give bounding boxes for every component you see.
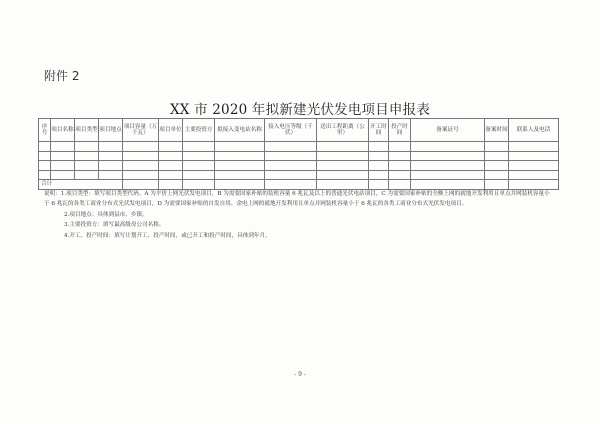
table-cell: [317, 151, 369, 161]
table-cell: [485, 161, 509, 171]
table-cell: [509, 170, 559, 180]
col-header-substation: 拟接入变电站名称: [215, 119, 265, 142]
col-header-index: 序号: [39, 119, 51, 142]
table-cell: [411, 151, 485, 161]
table-cell: [75, 161, 99, 171]
col-header-filing-time: 备案时间: [485, 119, 509, 142]
table-cell: [75, 151, 99, 161]
table-cell: [183, 142, 215, 152]
table-cell: [389, 180, 411, 190]
table-cell: [51, 142, 75, 152]
table-cell: [51, 170, 75, 180]
notes-section: [44, 189, 554, 241]
col-header-operation-time: 投产时间: [389, 119, 411, 142]
table-cell: [411, 161, 485, 171]
table-cell: [51, 161, 75, 171]
table-cell: [123, 161, 159, 171]
col-header-capacity: 项目容量（万千瓦）: [123, 119, 159, 142]
table-cell: [215, 161, 265, 171]
table-cell: [369, 170, 389, 180]
table-cell: [51, 151, 75, 161]
table-cell: [183, 170, 215, 180]
table-cell: [509, 161, 559, 171]
table-cell: [123, 170, 159, 180]
note-item-4: 4.开工、投产时间：填写计划开工、投产时间，或已开工和投产时间，具体到年月。: [64, 232, 271, 239]
table-cell: [369, 180, 389, 190]
note-item-1: [44, 189, 554, 210]
table-cell: [317, 180, 369, 190]
table-cell: [99, 142, 123, 152]
col-header-project-name: 项目名称: [51, 119, 75, 142]
col-header-contact: 联系人及电话: [509, 119, 559, 142]
table-cell: [99, 170, 123, 180]
note-text-1: 1.项目类型：填写项目类型代码。A 为平价上网光伏发电项目，B 为需要国家补贴的装机容量 6 兆瓦及以上的普通光伏电站项目，C 为需要国家补贴的全额上网的就地开发利用且单点并网装机容量小于 6 兆瓦的各类工商业分布式光伏发电项目，D 为需要国家补贴的自发自用、余电上网的就地开发利用且单点并网装机容量小于 6 兆瓦的各类工商业分布式光伏发电项目。: [44, 191, 550, 208]
table-cell: [317, 161, 369, 171]
application-table: [38, 118, 559, 190]
table-row: [39, 151, 559, 161]
col-header-distance: 送出工程距离（公里）: [317, 119, 369, 142]
table-total-row: [39, 180, 559, 190]
table-row: [39, 170, 559, 180]
table-cell: [265, 161, 317, 171]
col-header-filing-number: 备案证号: [411, 119, 485, 142]
table-cell: [75, 170, 99, 180]
table-cell: [159, 142, 183, 152]
col-header-start-time: 开工时间: [369, 119, 389, 142]
table-cell: [215, 142, 265, 152]
total-label: 合计: [39, 180, 123, 190]
table-cell: [509, 180, 559, 190]
table-cell: [215, 180, 265, 190]
table-cell: [183, 161, 215, 171]
col-header-main-investor: 主要投资方: [183, 119, 215, 142]
table-cell: [485, 180, 509, 190]
table-cell: [485, 142, 509, 152]
table-cell: [411, 170, 485, 180]
table-cell: [99, 161, 123, 171]
table-cell: [369, 142, 389, 152]
table-header-row: [39, 119, 559, 142]
table-cell: [123, 151, 159, 161]
table-cell: [389, 142, 411, 152]
table-cell: [39, 151, 51, 161]
table-cell: [215, 151, 265, 161]
table-cell: [509, 151, 559, 161]
table-cell: [159, 151, 183, 161]
note-item-2: 2.项目地点：具体到县市、乡镇。: [64, 211, 148, 218]
table-cell: [75, 142, 99, 152]
table-cell: [411, 180, 485, 190]
table-cell: [39, 142, 51, 152]
table-cell: [159, 180, 183, 190]
table-cell: [39, 170, 51, 180]
table-cell: [389, 161, 411, 171]
table-cell: [411, 142, 485, 152]
table-cell: [485, 170, 509, 180]
table-cell: [99, 151, 123, 161]
table-row: [39, 142, 559, 152]
table-cell: [183, 180, 215, 190]
table-row: [39, 161, 559, 171]
table-cell: [369, 161, 389, 171]
table-cell: [265, 170, 317, 180]
notes-label: 说明：: [44, 191, 61, 197]
table-cell: [369, 151, 389, 161]
col-header-project-location: 项目地点: [99, 119, 123, 142]
table-cell: [265, 142, 317, 152]
table-cell: [159, 170, 183, 180]
table-cell: [183, 151, 215, 161]
table-cell: [509, 142, 559, 152]
table-cell: [123, 180, 159, 190]
table-cell: [389, 151, 411, 161]
table-cell: [39, 161, 51, 171]
table-cell: [265, 180, 317, 190]
table-cell: [265, 151, 317, 161]
col-header-project-unit: 项目单位: [159, 119, 183, 142]
table-cell: [317, 170, 369, 180]
col-header-voltage: 接入电压等级（千伏）: [265, 119, 317, 142]
col-header-project-type: 项目类型: [75, 119, 99, 142]
table-cell: [159, 161, 183, 171]
attachment-label: 附件 2: [44, 69, 80, 83]
table-cell: [317, 142, 369, 152]
note-item-3: 3.主要投资方：填写最高级母公司名称。: [64, 222, 165, 229]
table-cell: [215, 170, 265, 180]
table-cell: [485, 151, 509, 161]
table-cell: [123, 142, 159, 152]
page-title: XX 市 2020 年拟新建光伏发电项目申报表: [169, 102, 431, 118]
table-cell: [389, 170, 411, 180]
page-number: - 9 -: [294, 371, 306, 378]
